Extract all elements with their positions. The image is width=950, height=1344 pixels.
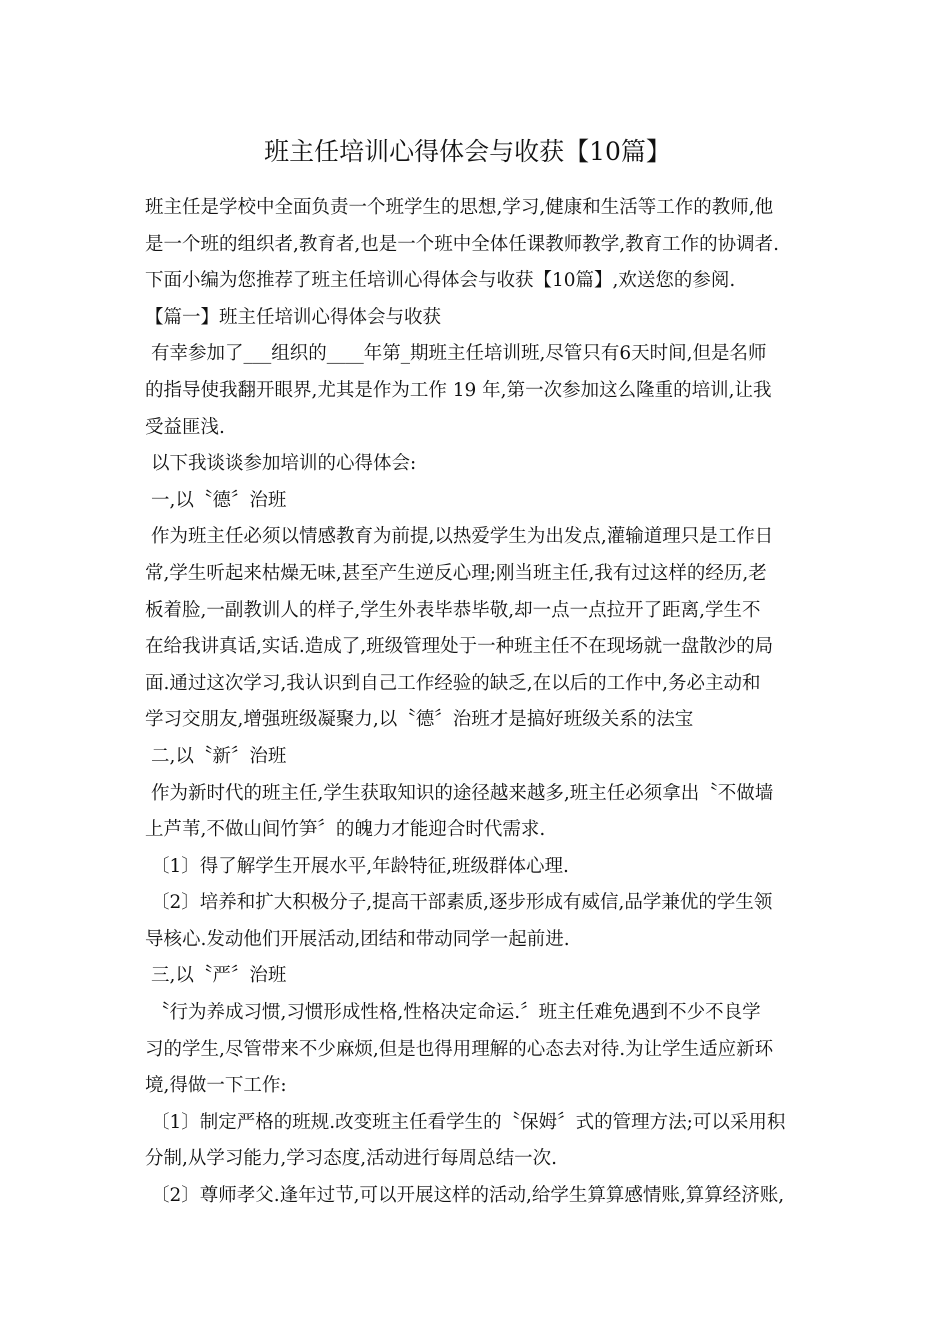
document-body xyxy=(145,190,817,1215)
paragraph-line: 下面小编为您推荐了班主任培训心得体会与收获【10篇】,欢送您的参阅. xyxy=(145,270,736,292)
paragraph-line: 在给我讲真话,实话.造成了,班级管理处于一种班主任不在现场就一盘散沙的局 xyxy=(145,636,774,658)
list-item-continuation: 分制,从学习能力,学习态度,活动进行每周总结一次. xyxy=(145,1148,558,1170)
paragraph-line: 习的学生,尽管带来不少麻烦,但是也得用理解的心态去对待.为让学生适应新环 xyxy=(145,1038,774,1060)
subsection-heading: 二,以〝新〞治班 xyxy=(151,745,287,767)
paragraph-line: 板着脸,一副教训人的样子,学生外表毕恭毕敬,却一点一点拉开了距离,学生不 xyxy=(145,599,761,621)
paragraph-line: 〝行为养成习惯,习惯形成性格,性格决定命运.〞班主任难免遇到不少不良学 xyxy=(151,1002,761,1024)
paragraph-line: 面.通过这次学习,我认识到自己工作经验的缺乏,在以后的工作中,务必主动和 xyxy=(145,672,761,694)
list-item: 〔1〕得了解学生开展水平,年龄特征,班级群体心理. xyxy=(151,855,569,877)
list-item: 〔1〕制定严格的班规.改变班主任看学生的〝保姆〞式的管理方法;可以采用积 xyxy=(151,1111,786,1133)
paragraph-line: 常,学生听起来枯燥无味,甚至产生逆反心理;刚当班主任,我有过这样的经历,老 xyxy=(145,562,767,584)
paragraph-line: 有幸参加了___组织的____年第_期班主任培训班,尽管只有6天时间,但是名师 xyxy=(151,343,767,365)
paragraph-line: 作为班主任必须以情感教育为前提,以热爱学生为出发点,灌输道理只是工作日 xyxy=(151,526,774,548)
subsection-heading: 一,以〝德〞治班 xyxy=(151,489,287,511)
paragraph-line: 境,得做一下工作: xyxy=(145,1075,287,1097)
section-heading: 【篇一】班主任培训心得体会与收获 xyxy=(145,306,442,328)
paragraph-line: 是一个班的组织者,教育者,也是一个班中全体任课教师教学,教育工作的协调者. xyxy=(145,233,780,255)
list-item: 〔2〕培养和扩大积极分子,提高干部素质,逐步形成有威信,品学兼优的学生领 xyxy=(151,892,773,914)
subsection-heading: 三,以〝严〞治班 xyxy=(151,965,287,987)
paragraph-line: 受益匪浅. xyxy=(145,416,225,438)
paragraph-line: 学习交朋友,增强班级凝聚力,以〝德〞治班才是搞好班级关系的法宝 xyxy=(145,709,694,731)
paragraph-line: 的指导使我翻开眼界,尤其是作为工作 19 年,第一次参加这么隆重的培训,让我 xyxy=(145,379,772,401)
paragraph-line: 作为新时代的班主任,学生获取知识的途径越来越多,班主任必须拿出〝不做墙 xyxy=(151,782,774,804)
document-title: 班主任培训心得体会与收获【10篇】 xyxy=(264,137,671,166)
paragraph-line: 班主任是学校中全面负责一个班学生的思想,学习,健康和生活等工作的教师,他 xyxy=(145,197,774,218)
paragraph-line: 上芦苇,不做山间竹笋〞的魄力才能迎合时代需求. xyxy=(145,819,546,841)
list-item: 〔2〕尊师孝父.逢年过节,可以开展这样的活动,给学生算算感情账,算算经济账, xyxy=(151,1185,785,1207)
paragraph-line: 以下我谈谈参加培训的心得体会: xyxy=(151,453,417,475)
list-item-continuation: 导核心.发动他们开展活动,团结和带动同学一起前进. xyxy=(145,928,570,950)
